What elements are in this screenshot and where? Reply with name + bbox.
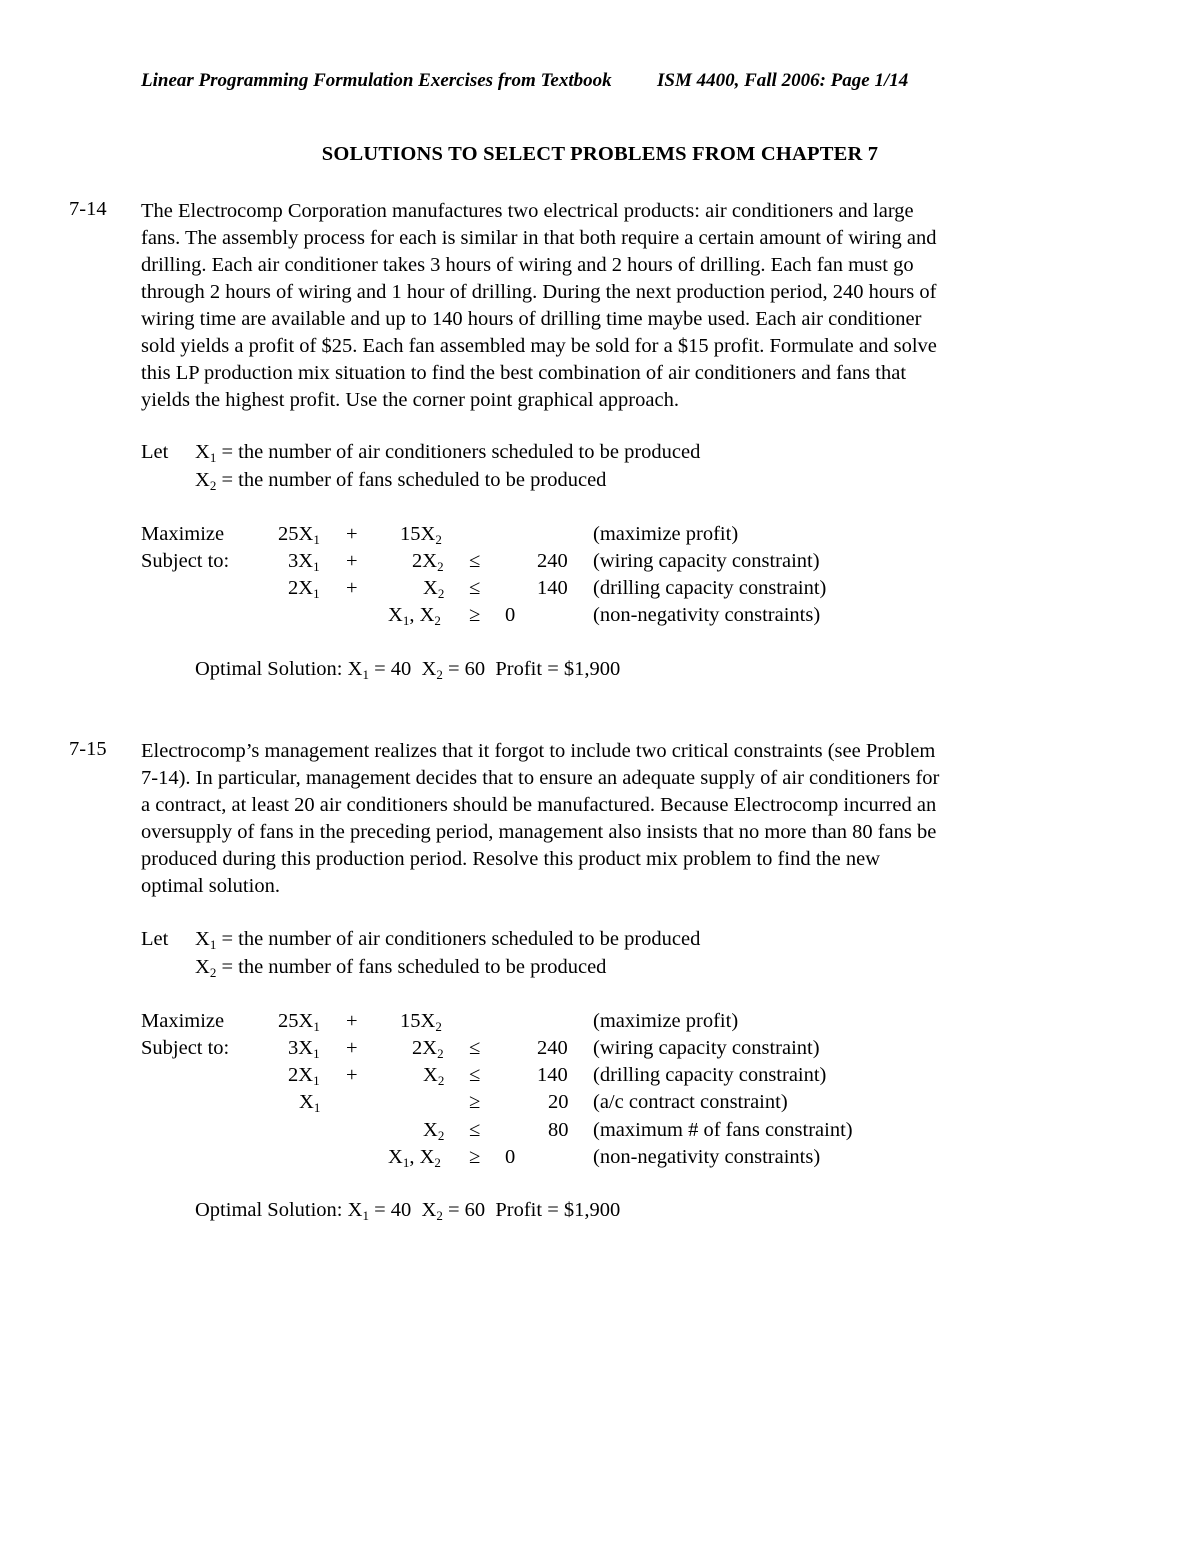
constraint-term: $X_2$: [423, 1064, 445, 1088]
constraint-term: $X_1$, $X_2$: [388, 1146, 441, 1170]
constraint-term: $X_2$: [423, 1119, 445, 1143]
variable-definition-x1: $X_1$ = the number of air conditioners scheduled to be produced: [195, 441, 701, 465]
statement-line: Electrocomp’s management realizes that it forgot to include two critical constraints (see Problem: [141, 740, 936, 762]
statement-line: fans. The assembly process for each is similar in that both require a certain amount of wiring and: [141, 227, 937, 249]
constraint-comment: (a/c contract constraint): [593, 1091, 788, 1113]
greater-equal-sign: ≥: [469, 1091, 481, 1113]
variable-definition-x2: $X_2$ = the number of fans scheduled to be produced: [195, 469, 607, 493]
variable-definition-x1: $X_1$ = the number of air conditioners scheduled to be produced: [195, 928, 701, 952]
constraint-rhs: 0: [505, 1146, 516, 1168]
constraint-term: $3X_1$: [288, 1037, 320, 1061]
constraint-rhs: 240: [537, 1037, 568, 1059]
plus-sign: +: [346, 577, 358, 599]
constraint-rhs: 20: [548, 1091, 569, 1113]
plus-sign: +: [346, 1010, 358, 1032]
constraint-rhs: 140: [537, 577, 568, 599]
plus-sign: +: [346, 550, 358, 572]
constraint-comment: (drilling capacity constraint): [593, 577, 827, 599]
constraint-term: $X_1$: [299, 1091, 321, 1115]
statement-line: sold yields a profit of $25. Each fan assembled may be sold for a $15 profit. Formulate and solve: [141, 335, 937, 357]
subject-to-label: Subject to:: [141, 1037, 230, 1059]
constraint-term: $2X_1$: [288, 577, 320, 601]
variable-definition-x2: $X_2$ = the number of fans scheduled to be produced: [195, 956, 607, 980]
constraint-term: $2X_2$: [412, 550, 444, 574]
let-keyword: Let: [141, 441, 169, 463]
statement-line: wiring time are available and up to 140 hours of drilling time maybe used. Each air conditioner: [141, 308, 922, 330]
greater-equal-sign: ≥: [469, 1146, 481, 1168]
constraint-comment: (non-negativity constraints): [593, 1146, 821, 1168]
objective-term: $15X_2$: [400, 1010, 442, 1034]
statement-line: produced during this production period. Resolve this product mix problem to find the new: [141, 848, 881, 870]
constraint-rhs: 240: [537, 550, 568, 572]
plus-sign: +: [346, 1037, 358, 1059]
maximize-label: Maximize: [141, 523, 225, 545]
constraint-rhs: 140: [537, 1064, 568, 1086]
objective-term: $25X_1$: [278, 523, 320, 547]
maximize-label: Maximize: [141, 1010, 225, 1032]
less-equal-sign: ≤: [469, 577, 481, 599]
constraint-term: $X_2$: [423, 577, 445, 601]
page-title: SOLUTIONS TO SELECT PROBLEMS FROM CHAPTER 7: [321, 143, 879, 165]
problem-number: 7-15: [69, 738, 107, 760]
problem-statement: [141, 738, 1071, 900]
less-equal-sign: ≤: [469, 1119, 481, 1141]
let-keyword: Let: [141, 928, 169, 950]
statement-line: through 2 hours of wiring and 1 hour of drilling. During the next production period, 240 hours of: [141, 281, 937, 303]
statement-line: drilling. Each air conditioner takes 3 hours of wiring and 2 hours of drilling. Each fan must go: [141, 254, 914, 276]
plus-sign: +: [346, 1064, 358, 1086]
optimal-solution: Optimal Solution: $X_1 = 40$ $X_2 = 60$ Profit = $1,900: [195, 1199, 621, 1223]
header-course-title: Linear Programming Formulation Exercises from Textbook: [141, 70, 612, 91]
constraint-rhs: 80: [548, 1119, 569, 1141]
less-equal-sign: ≤: [469, 1037, 481, 1059]
statement-line: 7-14). In particular, management decides that to ensure an adequate supply of air conditioners for: [141, 767, 940, 789]
statement-line: oversupply of fans in the preceding period, management also insists that no more than 80 fans be: [141, 821, 937, 843]
plus-sign: +: [346, 523, 358, 545]
constraint-comment: (drilling capacity constraint): [593, 1064, 827, 1086]
constraint-term: $3X_1$: [288, 550, 320, 574]
objective-term: $15X_2$: [400, 523, 442, 547]
constraint-term: $X_1$, $X_2$: [388, 604, 441, 628]
statement-line: The Electrocomp Corporation manufactures two electrical products: air conditioners and large: [141, 200, 914, 222]
header-page-info: ISM 4400, Fall 2006: Page 1/14: [657, 70, 909, 91]
less-equal-sign: ≤: [469, 550, 481, 572]
constraint-comment: (wiring capacity constraint): [593, 550, 820, 572]
greater-equal-sign: ≥: [469, 604, 481, 626]
statement-line: a contract, at least 20 air conditioners should be manufactured. Because Electrocomp incurred an: [141, 794, 937, 816]
objective-term: $25X_1$: [278, 1010, 320, 1034]
constraint-term: $2X_1$: [288, 1064, 320, 1088]
constraint-term: $2X_2$: [412, 1037, 444, 1061]
problem-statement: [141, 198, 1071, 414]
constraint-comment: (maximum # of fans constraint): [593, 1119, 853, 1141]
subject-to-label: Subject to:: [141, 550, 230, 572]
optimal-solution: Optimal Solution: $X_1 = 40$ $X_2 = 60$ Profit = $1,900: [195, 658, 621, 682]
constraint-comment: (non-negativity constraints): [593, 604, 821, 626]
statement-line: yields the highest profit. Use the corner point graphical approach.: [141, 389, 679, 411]
statement-line: optimal solution.: [141, 875, 280, 897]
objective-comment: (maximize profit): [593, 1010, 739, 1032]
less-equal-sign: ≤: [469, 1064, 481, 1086]
constraint-comment: (wiring capacity constraint): [593, 1037, 820, 1059]
statement-line: this LP production mix situation to find the best combination of air conditioners and fans that: [141, 362, 907, 384]
constraint-rhs: 0: [505, 604, 516, 626]
objective-comment: (maximize profit): [593, 523, 739, 545]
problem-number: 7-14: [69, 198, 107, 220]
